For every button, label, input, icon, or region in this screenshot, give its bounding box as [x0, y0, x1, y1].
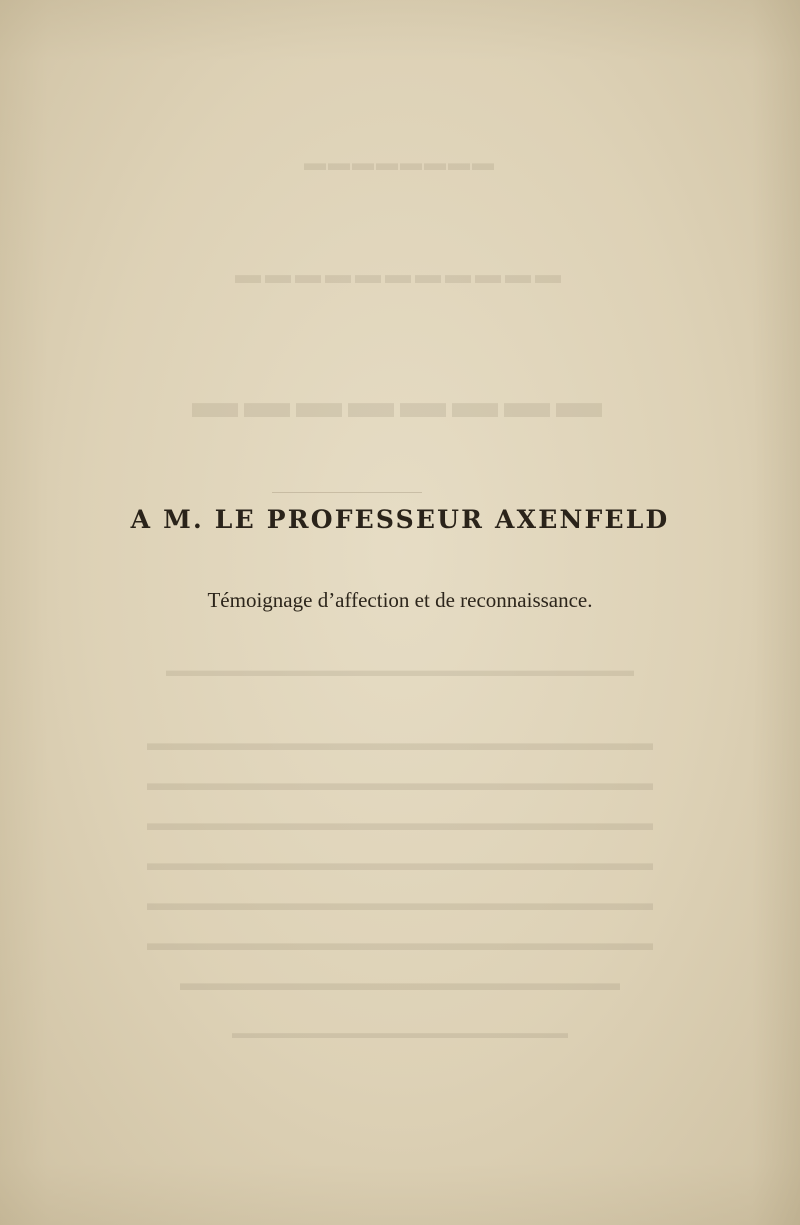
show-through-text: ▬▬▬▬▬▬▬▬ ▬▬▬▬▬▬▬▬▬▬▬ ▬▬▬▬▬▬▬▬ ▬▬▬▬▬▬▬▬▬▬▬▬▬▬▬▬▬▬▬▬▬▬▬▬▬▬ ▬▬▬▬▬▬▬▬▬▬▬▬▬▬▬▬▬▬▬▬▬▬▬ ▬▬▬▬▬▬▬▬▬▬▬▬▬▬▬▬▬▬▬▬▬▬▬ ▬▬▬▬▬▬▬▬▬▬▬▬▬▬▬▬▬▬▬▬▬▬▬ ▬▬▬▬▬▬▬▬▬▬▬▬▬▬▬▬▬▬▬▬▬▬▬ ▬▬▬▬▬▬▬▬▬▬▬▬▬▬▬▬▬▬▬▬▬▬▬ ▬▬▬▬▬▬▬▬▬▬▬▬▬▬▬▬▬▬▬▬▬▬▬ ▬▬▬▬▬▬▬▬▬▬▬▬▬▬▬▬▬▬▬▬ ▬▬▬▬▬▬▬▬▬▬▬▬▬▬▬▬▬▬▬▬▬ [147, 150, 653, 1042]
dedication-subtitle: Témoignage d’affection et de reconnaissance. [207, 588, 593, 612]
faint-rule [272, 492, 422, 493]
dedication-title: A M. LE PROFESSEUR AXENFELD [130, 505, 670, 534]
